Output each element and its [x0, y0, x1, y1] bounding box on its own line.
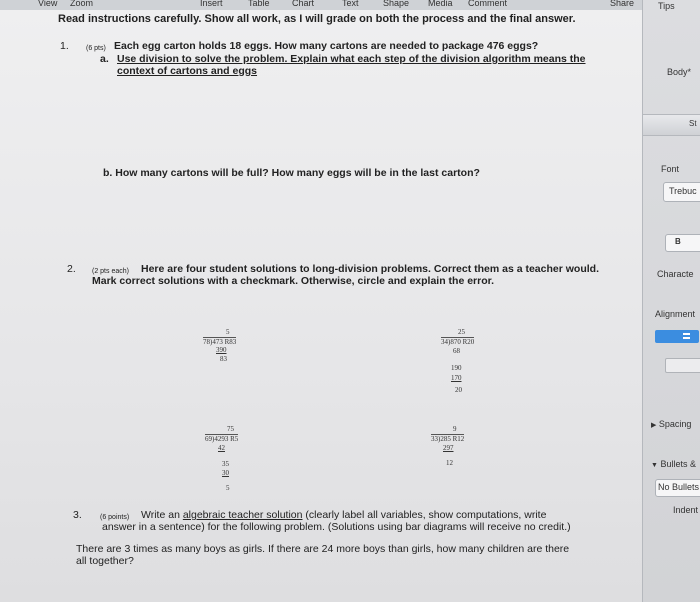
- bullets-select[interactable]: [655, 479, 700, 497]
- q2-line2: Mark correct solutions with a checkmark. Otherwise, circle and explain the error.: [92, 275, 495, 287]
- font-select-value: Trebuc: [669, 186, 697, 196]
- tips-button[interactable]: Tips: [658, 1, 675, 11]
- character-styles[interactable]: Characte: [657, 269, 694, 279]
- work-line: 83: [220, 355, 227, 363]
- bold-button[interactable]: [665, 234, 700, 252]
- work-line: 69)4293 R5: [205, 435, 239, 443]
- q2-points: (2 pts each): [92, 268, 129, 275]
- work-line: 30: [222, 469, 229, 477]
- bullets-label: Bullets &: [660, 459, 696, 469]
- chart-button[interactable]: Chart: [292, 0, 315, 8]
- work-line: 42: [218, 444, 225, 452]
- alignment-section: Alignment: [655, 309, 696, 319]
- align-left-icon: [683, 333, 690, 339]
- q3-line1-post: (clearly label all variables, show computations, write: [302, 509, 547, 521]
- disclosure-down-icon: ▼: [651, 462, 658, 469]
- work-line: 68: [453, 347, 460, 355]
- bullets-section[interactable]: [651, 459, 696, 469]
- indent-section: Indent: [673, 505, 699, 515]
- bullets-select-value: No Bullets: [658, 482, 700, 492]
- work-line: 190: [451, 364, 462, 372]
- q1-number: 1.: [60, 40, 69, 52]
- paragraph-style[interactable]: Body*: [667, 67, 692, 77]
- work-line: 34)870 R20: [441, 338, 475, 346]
- document-page[interactable]: [0, 10, 642, 602]
- font-select[interactable]: [663, 182, 700, 202]
- q2-line1: Here are four student solutions to long-division problems. Correct them as a teacher would.: [141, 263, 599, 275]
- q3-line2: answer in a sentence) for the following problem. (Solutions using bar diagrams will receive no credit.): [102, 521, 571, 533]
- work-line: 170: [451, 374, 462, 382]
- format-panel: [642, 0, 700, 602]
- table-button[interactable]: Table: [248, 0, 270, 8]
- q1b-text: b. How many cartons will be full? How many eggs will be in the last carton?: [103, 167, 480, 179]
- q3-link: algebraic teacher solution: [182, 509, 303, 521]
- q1a-line1: Use division to solve the problem. Explain what each step of the division algorithm means the: [117, 53, 586, 65]
- q1a-line2: context of cartons and eggs: [117, 65, 258, 77]
- work-line: 5: [226, 328, 230, 336]
- indent-control[interactable]: [665, 358, 700, 373]
- q3-points: (6 points): [100, 514, 130, 521]
- instructions: Read instructions carefully. Show all work, as I will grade on both the process and the final answer.: [58, 13, 576, 25]
- q3-number: 3.: [73, 509, 82, 521]
- work-line: 5: [226, 484, 230, 492]
- comment-button[interactable]: Comment: [468, 0, 508, 8]
- spacing-section[interactable]: [651, 419, 691, 429]
- work-line: 297: [443, 444, 454, 452]
- work-line: 33)285 R12: [431, 435, 465, 443]
- work-line: 20: [455, 386, 462, 394]
- q3-line1-pre: Write an: [141, 509, 183, 521]
- q3-problem-line1: There are 3 times as many boys as girls. If there are 24 more boys than girls, how many children are there: [76, 543, 570, 555]
- view-menu[interactable]: View: [38, 0, 58, 8]
- bold-label: B: [675, 237, 681, 246]
- work-line: 35: [222, 460, 229, 468]
- work-line: 390: [216, 346, 227, 354]
- q2-number: 2.: [67, 263, 76, 275]
- media-button[interactable]: Media: [428, 0, 453, 8]
- q3-line1: [141, 509, 546, 521]
- share-button[interactable]: Share: [610, 0, 635, 8]
- q1a-label: a.: [100, 53, 109, 65]
- work-line: 9: [453, 425, 457, 433]
- q1-prompt: Each egg carton holds 18 eggs. How many cartons are needed to package 476 eggs?: [114, 40, 539, 52]
- work-line: 12: [446, 459, 453, 467]
- work-line: 75: [227, 425, 234, 433]
- style-button[interactable]: [643, 114, 700, 136]
- shape-button[interactable]: Shape: [383, 0, 410, 8]
- zoom-menu[interactable]: Zoom: [70, 0, 94, 8]
- insert-button[interactable]: Insert: [200, 0, 223, 8]
- work-line: 25: [458, 328, 465, 336]
- align-left-button[interactable]: [655, 330, 699, 343]
- work-line: 78)473 R83: [203, 338, 237, 346]
- style-button-label: St: [689, 119, 697, 128]
- disclosure-right-icon: ▶: [651, 422, 657, 429]
- text-button[interactable]: Text: [342, 0, 359, 8]
- spacing-label: Spacing: [658, 419, 692, 429]
- q1-points: (6 pts): [86, 45, 106, 52]
- q3-problem-line2: all together?: [76, 555, 134, 567]
- font-section: Font: [661, 164, 680, 174]
